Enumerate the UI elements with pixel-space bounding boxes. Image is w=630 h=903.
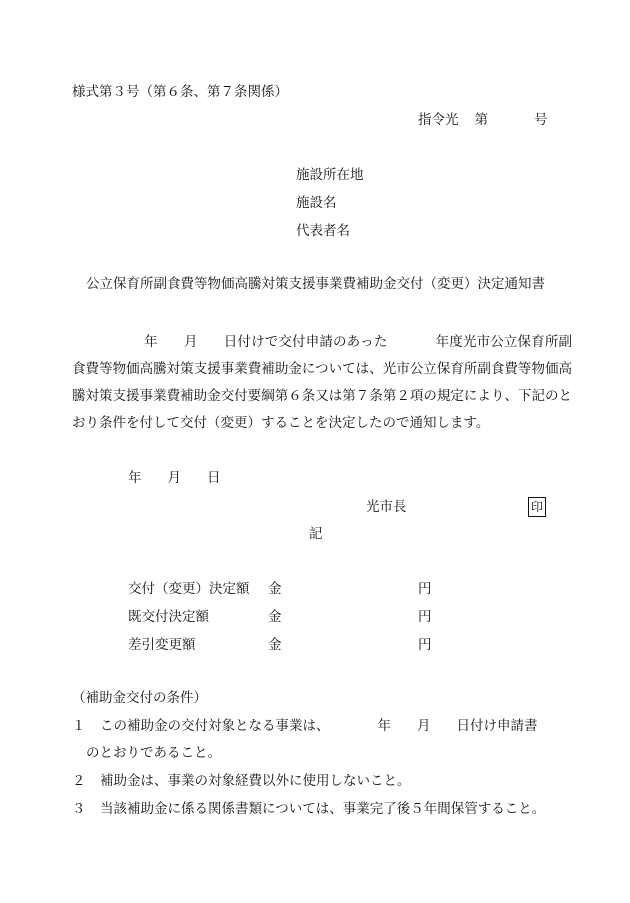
official-seal: 印 — [528, 497, 546, 517]
condition-2-text: 補助金は、事業の対象経費以外に使用しないこと。 — [100, 773, 411, 789]
condition-1-month: 月 — [417, 718, 431, 734]
facility-name-label: 施設名 — [296, 195, 337, 211]
signer-title: 光市長 — [366, 499, 407, 515]
form-label: 様式第３号（第６条、第７条関係） — [72, 84, 288, 100]
ref-go: 号 — [534, 112, 548, 128]
body-rest: 所副食費等物価高騰対策支援事業費補助金については、光市公立保育所副食費等物価高騰対策支援事業費補助金交付要綱第６条又は第７条第２項の規定により、下記のとおり条件を付して交付（変更）することを決定したので通知します。 — [72, 334, 573, 431]
body-fiscal-phrase: 年度光市公立保育 — [435, 334, 545, 350]
date-year: 年 — [128, 470, 142, 486]
amount-label-previous: 既交付決定額 — [128, 609, 209, 625]
amount-unit-decided: 円 — [418, 581, 432, 597]
ref-dai: 第 — [474, 112, 488, 128]
reference-number — [418, 110, 548, 130]
body-day-phrase: 日付けで交付申請のあった — [223, 334, 388, 350]
representative-label: 代表者名 — [296, 223, 350, 239]
amount-unit-previous: 円 — [418, 609, 432, 625]
amount-label-difference: 差引変更額 — [128, 637, 196, 653]
condition-1-year: 年 — [377, 718, 391, 734]
amount-label-decided: 交付（変更）決定額 — [128, 581, 250, 597]
date-day: 日 — [207, 470, 221, 486]
document-title: 公立保育所副食費等物価高騰対策支援事業費補助金交付（変更）決定通知書 — [86, 276, 545, 292]
condition-2-number: ２ — [72, 773, 86, 789]
condition-1-text-a: この補助金の交付対象となる事業は、 — [100, 718, 330, 734]
amount-unit-difference: 円 — [418, 637, 432, 653]
issue-date — [128, 468, 221, 488]
condition-3-text: 当該補助金に係る関係書類については、事業完了後５年間保管すること。 — [100, 801, 546, 817]
amount-currency-previous: 金 — [268, 609, 282, 625]
condition-3-number: ３ — [72, 801, 86, 817]
amount-currency-decided: 金 — [268, 581, 282, 597]
ki-heading: 記 — [309, 526, 323, 542]
condition-1-line-2: のとおりであること。 — [86, 745, 221, 761]
conditions-heading: （補助金交付の条件） — [72, 690, 207, 706]
condition-1-line-1 — [100, 716, 538, 736]
facility-address-label: 施設所在地 — [296, 167, 364, 183]
date-month: 月 — [167, 470, 181, 486]
body-paragraph — [72, 329, 572, 437]
body-month: 月 — [183, 334, 198, 350]
condition-1-number: １ — [72, 718, 86, 734]
ref-prefix: 指令光 — [418, 112, 459, 128]
body-year: 年 — [144, 334, 158, 350]
condition-1-text-b: 日付け申請書 — [456, 718, 538, 734]
amount-currency-difference: 金 — [268, 637, 282, 653]
